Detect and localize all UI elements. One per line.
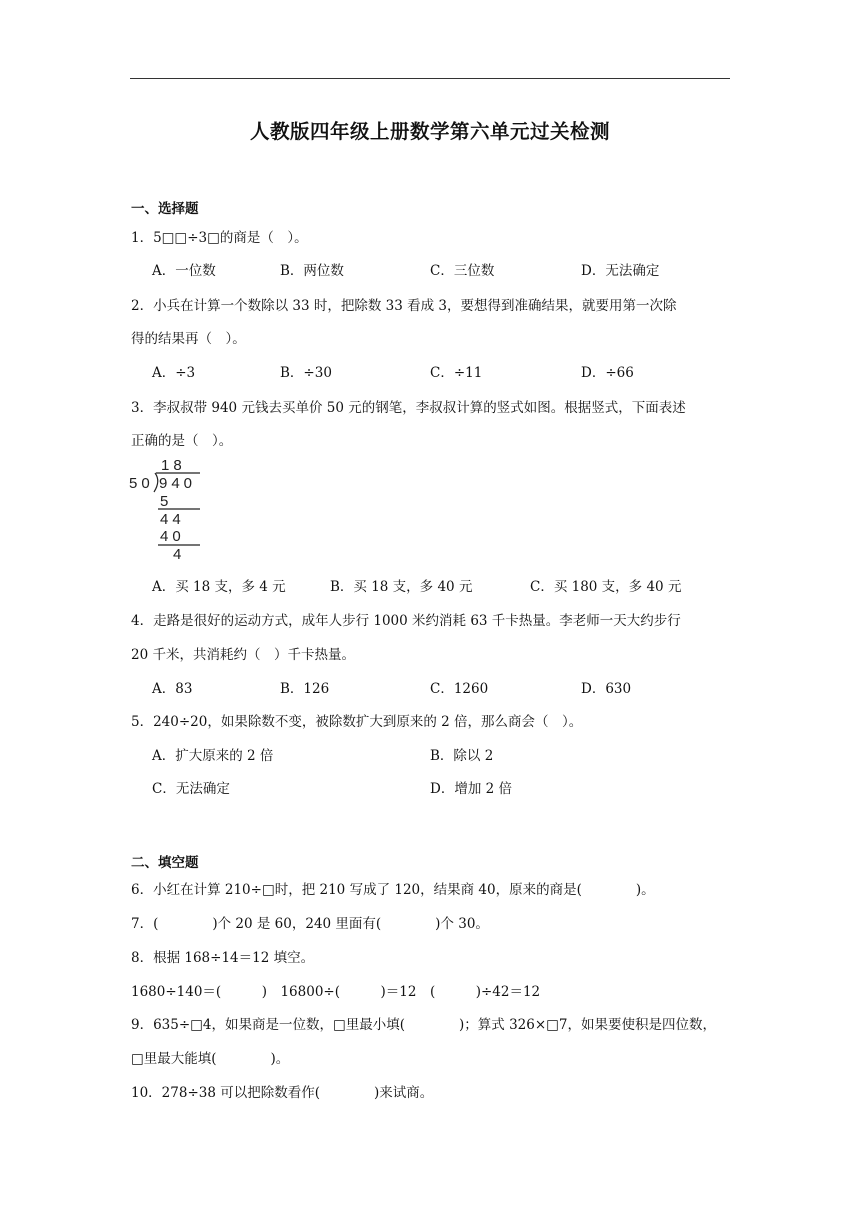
division-quotient: 18 bbox=[161, 457, 186, 474]
question-6: 6．小红在计算 210÷□时，把 210 写成了 120，结果商 40，原来的商是( )。 bbox=[131, 882, 655, 898]
question-1-option-b: B．两位数 bbox=[280, 263, 344, 279]
question-2-option-b: B．÷30 bbox=[280, 365, 332, 381]
division-remainder: 4 bbox=[173, 546, 182, 562]
question-4-option-b: B．126 bbox=[280, 681, 330, 697]
question-3-option-a: A．买 18 支，多 4 元 bbox=[152, 579, 286, 595]
header-rule bbox=[130, 78, 730, 79]
division-bracket bbox=[154, 473, 158, 492]
question-3-option-b: B．买 18 支，多 40 元 bbox=[330, 579, 473, 595]
long-division-figure bbox=[128, 452, 218, 562]
question-5-option-b: B．除以 2 bbox=[430, 748, 494, 764]
page-title: 人教版四年级上册数学第六单元过关检测 bbox=[249, 120, 610, 143]
question-5-stem: 5．240÷20，如果除数不变，被除数扩大到原来的 2 倍，那么商会（ ）。 bbox=[131, 714, 583, 730]
question-1-option-c: C．三位数 bbox=[430, 263, 495, 279]
question-5-option-a: A．扩大原来的 2 倍 bbox=[152, 748, 274, 764]
question-9-line2: □里最大能填( )。 bbox=[131, 1051, 290, 1067]
question-2-stem-line1: 2．小兵在计算一个数除以 33 时，把除数 33 看成 3，要想得到准确结果，就要用第一次除 bbox=[131, 298, 677, 314]
question-2-option-c: C．÷11 bbox=[430, 365, 483, 381]
question-5-option-c: C．无法确定 bbox=[152, 781, 230, 797]
section-choice-heading: 一、选择题 bbox=[131, 201, 199, 217]
question-4-stem-line2: 20 千米，共消耗约（ ）千卡热量。 bbox=[131, 647, 355, 663]
question-2-option-d: D．÷66 bbox=[581, 365, 634, 381]
division-step-1: 5 bbox=[160, 493, 169, 510]
question-5-option-d: D．增加 2 倍 bbox=[430, 781, 512, 797]
division-step-2: 44 bbox=[160, 511, 185, 528]
question-4-option-d: D．630 bbox=[581, 681, 632, 697]
question-7: 7．( )个 20 是 60，240 里面有( )个 30。 bbox=[131, 916, 489, 932]
section-fill-heading: 二、填空题 bbox=[131, 855, 199, 871]
question-8-stem: 8．根据 168÷14＝12 填空。 bbox=[131, 950, 315, 966]
question-8-blanks: 1680÷140＝( ) 16800÷( )＝12 ( )÷42＝12 bbox=[131, 984, 541, 1000]
question-1-stem: 1．5□□÷3□的商是（ ）。 bbox=[131, 230, 308, 246]
question-2-stem-line2: 得的结果再（ ）。 bbox=[131, 331, 246, 347]
division-step-3: 40 bbox=[160, 528, 185, 545]
question-4-option-c: C．1260 bbox=[430, 681, 489, 697]
division-divisor: 50 bbox=[129, 475, 154, 492]
question-3-stem-line2: 正确的是（ ）。 bbox=[131, 433, 233, 449]
question-3-stem-line1: 3．李叔叔带 940 元钱去买单价 50 元的钢笔，李叔叔计算的竖式如图。根据竖式，下面表述 bbox=[131, 400, 686, 416]
question-9-line1: 9．635÷□4，如果商是一位数，□里最小填( )；算式 326×□7，如果要使积是四位数， bbox=[131, 1017, 717, 1033]
question-4-option-a: A．83 bbox=[152, 681, 193, 697]
question-10: 10．278÷38 可以把除数看作( )来试商。 bbox=[131, 1085, 434, 1101]
question-3-option-c: C．买 180 支，多 40 元 bbox=[530, 579, 682, 595]
question-1-option-d: D．无法确定 bbox=[581, 263, 660, 279]
question-4-stem-line1: 4．走路是很好的运动方式，成年人步行 1000 米约消耗 63 千卡热量。李老师一天大约步行 bbox=[131, 613, 681, 629]
question-1-option-a: A．一位数 bbox=[152, 263, 216, 279]
division-dividend: 940 bbox=[159, 475, 197, 492]
question-2-option-a: A．÷3 bbox=[152, 365, 196, 381]
